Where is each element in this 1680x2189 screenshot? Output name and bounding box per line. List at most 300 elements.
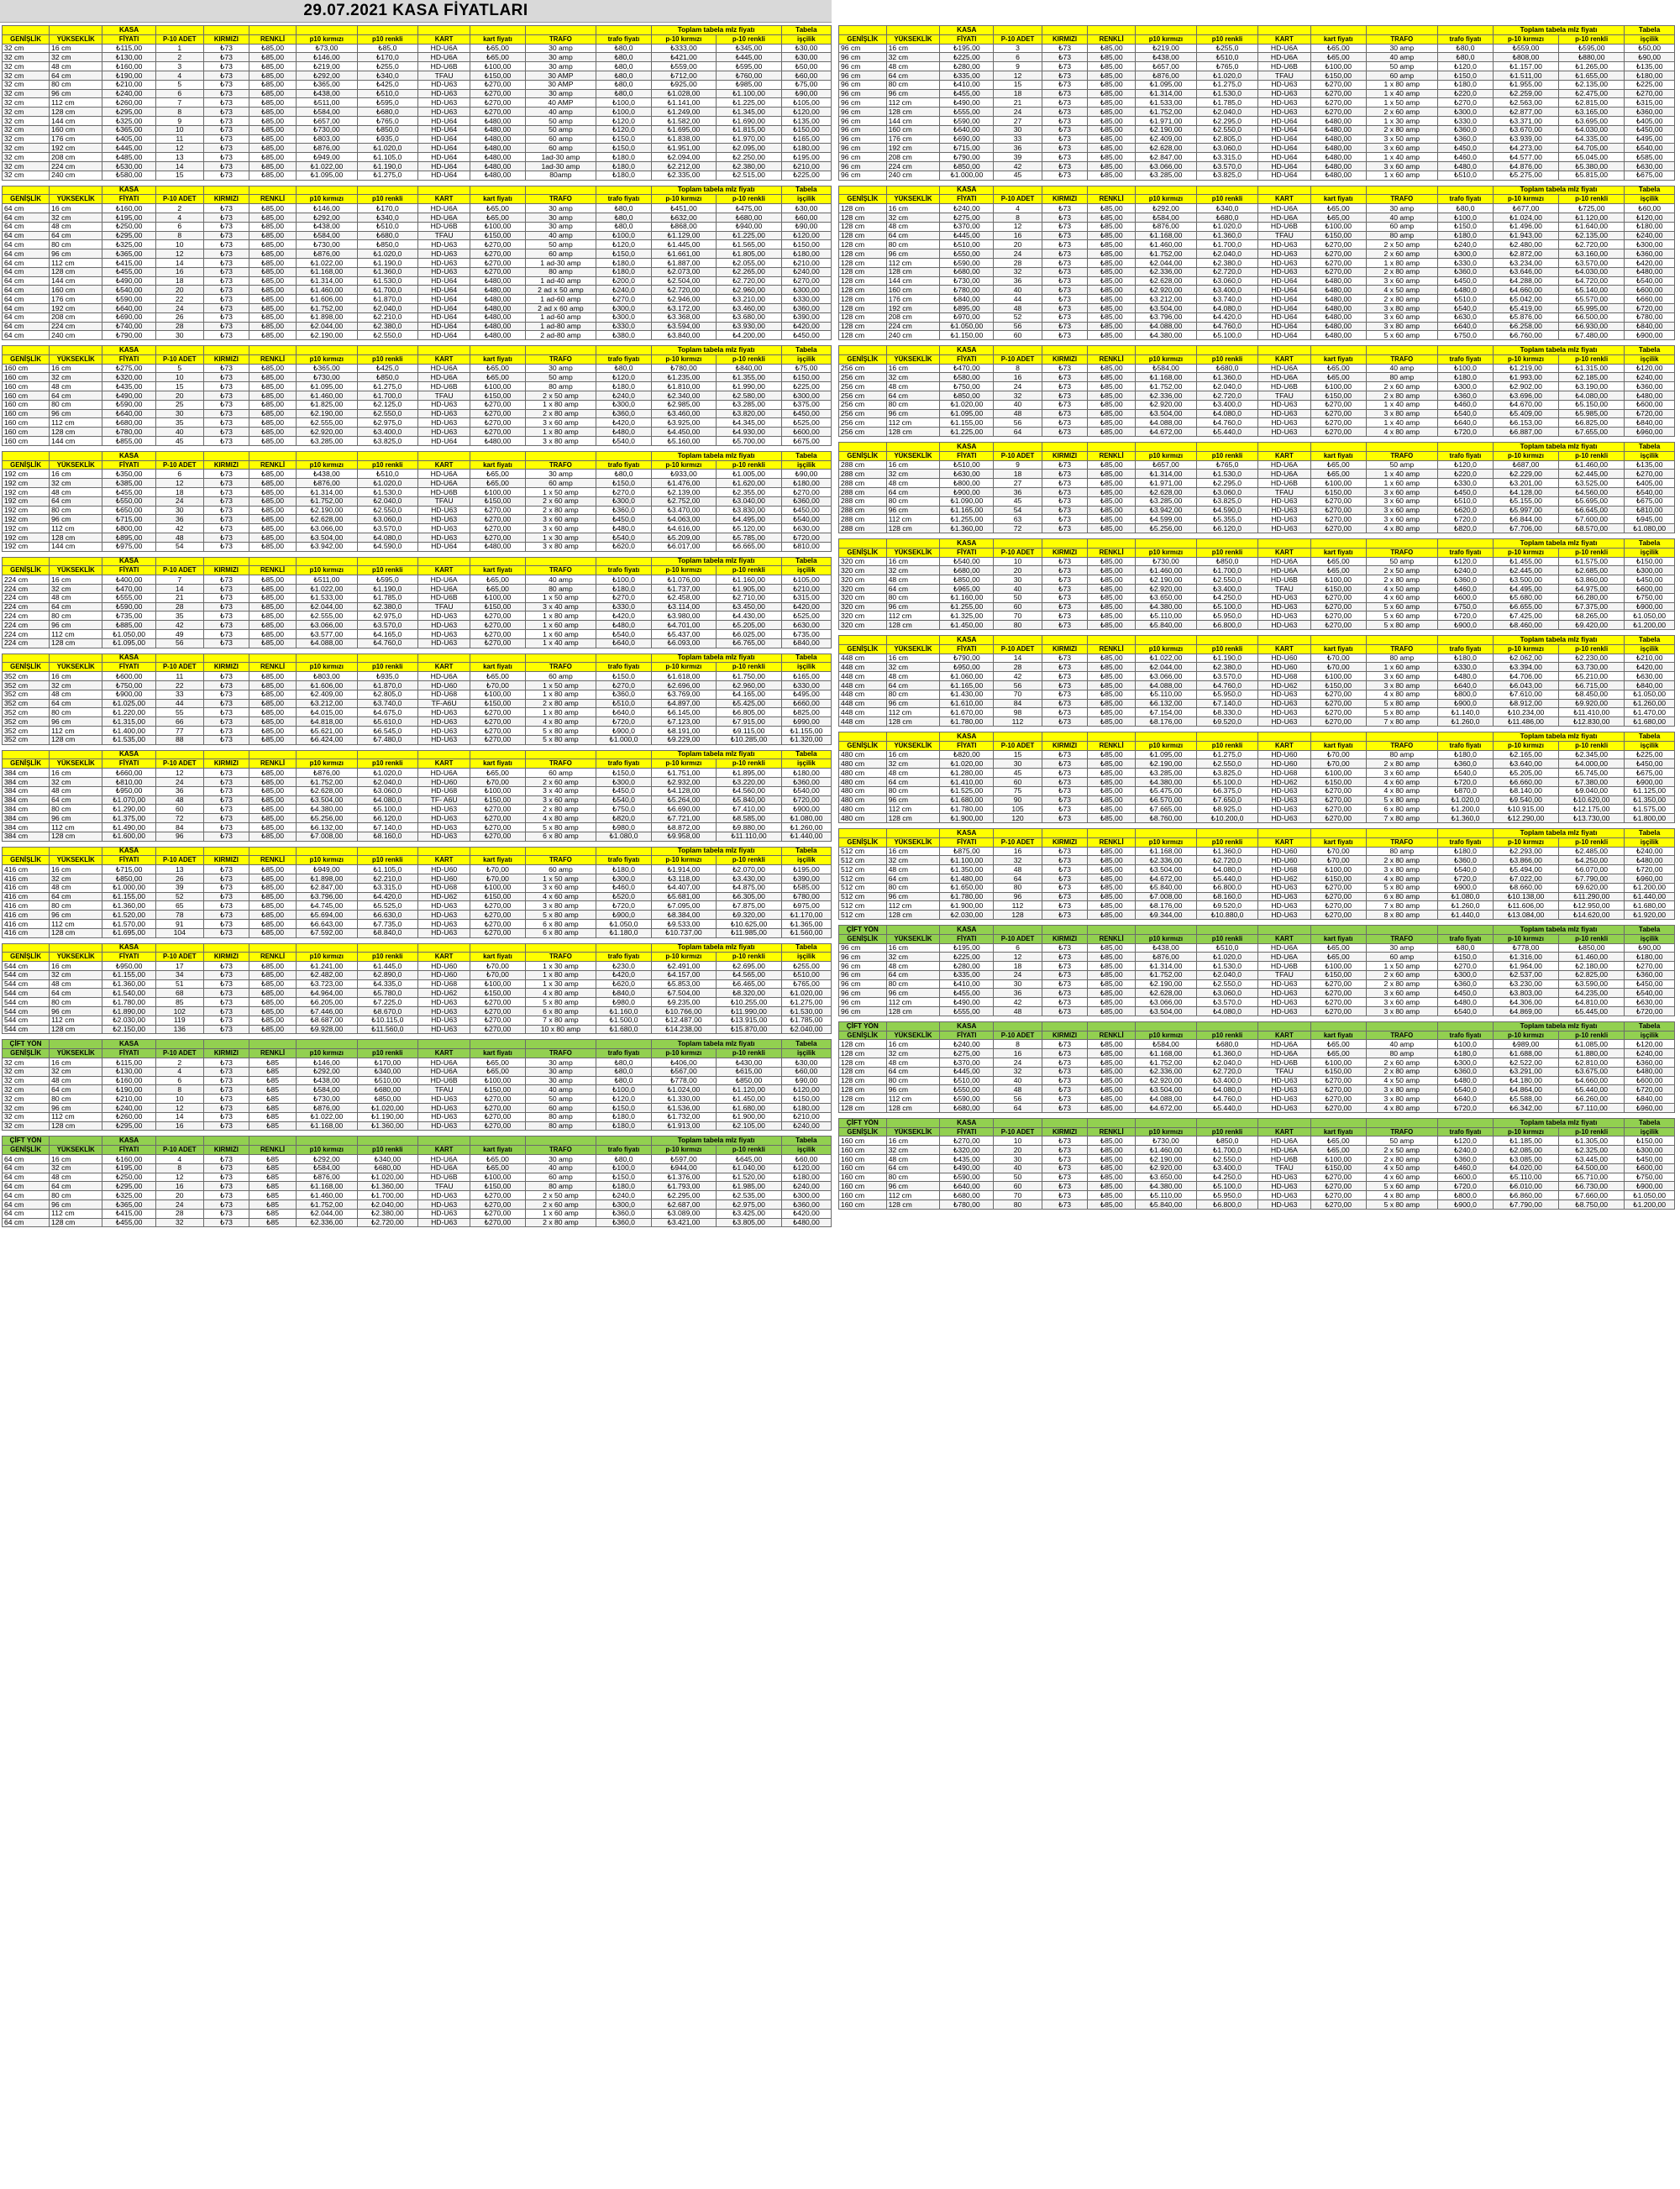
table-cell: ₺2.135,00	[1559, 80, 1625, 89]
table-row	[3, 1218, 832, 1227]
table-cell: 64 cm	[50, 231, 102, 240]
table-cell: ₺270,00	[1310, 1076, 1366, 1085]
group-header-cell: ÇİFT YÖN	[839, 1118, 887, 1127]
table-cell: ₺85,00	[1088, 557, 1136, 566]
table-cell: HD-U63	[1258, 717, 1311, 727]
table-cell: ₺7.592,00	[297, 928, 357, 937]
table-cell: 40 amp	[1366, 1040, 1437, 1049]
table-cell: 50 amp	[525, 116, 596, 125]
table-cell: HD-U63	[417, 1112, 470, 1121]
table-cell: ₺4.875,00	[717, 883, 782, 892]
group-header-cell	[839, 346, 887, 355]
table-cell: ₺1.752,00	[297, 777, 357, 786]
table-cell: 1 x 60 amp	[1366, 663, 1437, 672]
table-cell: 4 x 80 amp	[1366, 428, 1437, 437]
column-header: KART	[417, 34, 470, 44]
table-cell: ₺750,00	[1625, 593, 1675, 602]
table-cell: 1 x 40 amp	[1366, 470, 1437, 479]
table-cell: ₺1.020,00	[357, 1173, 417, 1182]
table-cell: ₺73	[203, 1025, 249, 1034]
table-cell: ₺9.040,00	[1559, 786, 1625, 795]
table-cell: HD-U6B	[1258, 1155, 1311, 1164]
table-cell: ₺3.445,00	[1559, 1155, 1625, 1164]
table-cell: HD-U6A	[417, 470, 470, 479]
table-cell: ₺270,00	[1310, 108, 1366, 117]
table-cell: 12	[155, 769, 203, 778]
table-cell: ₺1.095,00	[297, 171, 357, 180]
table-cell: ₺540,0	[596, 795, 651, 805]
table-cell: HD-U6A	[417, 585, 470, 594]
table-cell: ₺1.200,00	[1625, 621, 1675, 630]
table-cell: 1 ad-60 amp	[525, 312, 596, 322]
table-cell: HD-U64	[1258, 295, 1311, 304]
column-header: KART	[417, 566, 470, 575]
table-cell: ₺7.480,00	[1559, 331, 1625, 340]
table-cell: ₺6.424,00	[297, 735, 357, 744]
table-cell: ₺2.975,0	[357, 612, 417, 621]
table-cell: 27	[994, 479, 1042, 488]
table-cell: ₺1.870,0	[357, 680, 417, 690]
table-row	[3, 331, 832, 340]
table-cell: 5 x 80 amp	[525, 911, 596, 920]
table-cell: ₺4.495,00	[1493, 585, 1558, 594]
table-cell: ₺150,00	[1310, 874, 1366, 883]
table-cell: ₺1.314,00	[1135, 962, 1196, 971]
table-cell: ₺2.335,00	[651, 171, 717, 180]
table-cell: ₺73	[203, 1007, 249, 1016]
table-cell: ₺270,00	[1310, 418, 1366, 428]
table-cell: ₺1.155,00	[781, 726, 831, 735]
table-cell: ₺1.140,0	[1437, 708, 1493, 717]
table-cell: 4 x 60 amp	[1366, 593, 1437, 602]
table-cell: ₺2.522,00	[1493, 1058, 1558, 1068]
table-cell: ₺3.368,00	[651, 312, 717, 322]
table-cell: 96 cm	[50, 621, 102, 630]
table-cell: ₺65,00	[470, 470, 525, 479]
table-cell: ₺510,00	[940, 1076, 994, 1085]
table-cell: ₺73	[203, 470, 249, 479]
column-header: P-10 ADET	[994, 354, 1042, 364]
table-cell: 60 amp	[1366, 222, 1437, 231]
table-cell: 80 cm	[886, 240, 940, 249]
table-cell: ₺73	[1042, 1040, 1088, 1049]
table-cell: 16 cm	[50, 672, 102, 681]
table-64cm	[2, 186, 832, 341]
table-cell: ₺73	[1042, 901, 1088, 911]
table-cell: ₺85,00	[1088, 322, 1136, 331]
table-cell: 4 x 80 amp	[1366, 524, 1437, 533]
table-512cm	[838, 828, 1675, 920]
table-cell: HD-U63	[417, 1094, 470, 1104]
table-cell: ₺7.095,00	[651, 901, 717, 911]
table-cell: ₺70,00	[1310, 847, 1366, 856]
table-cell: 192 cm	[3, 542, 50, 551]
table-cell: 96 cm	[886, 89, 940, 98]
group-header-cell	[249, 346, 296, 355]
group-header-cell	[994, 636, 1042, 645]
table-cell: ₺85,00	[1088, 108, 1136, 117]
table-cell: 20	[994, 1146, 1042, 1155]
group-header-cell	[203, 186, 249, 195]
table-row	[839, 1163, 1675, 1173]
table-cell: 192 cm	[3, 496, 50, 506]
table-cell: 160 cm	[3, 364, 50, 373]
table-cell: ₺2.504,00	[651, 276, 717, 286]
table-cell: ₺4.273,00	[1493, 144, 1558, 153]
table-cell: ₺85,00	[1088, 98, 1136, 108]
table-cell: ₺1.752,00	[1135, 249, 1196, 259]
table-cell: 16 cm	[50, 769, 102, 778]
table-cell: ₺3.504,00	[1135, 1085, 1196, 1094]
group-header-cell	[596, 847, 651, 856]
table-cell: 54	[994, 506, 1042, 515]
table-cell: 3 x 60 amp	[1366, 515, 1437, 524]
table-cell: ₺320,00	[102, 373, 155, 382]
table-cell: ₺150,00	[470, 892, 525, 901]
table-cell: ₺100,00	[470, 690, 525, 699]
column-header: FİYATI	[940, 644, 994, 654]
table-cell: ₺2.094,00	[651, 153, 717, 162]
column-header: FİYATI	[102, 1049, 155, 1058]
table-cell: 96 cm	[50, 409, 102, 418]
table-cell: ₺640,00	[940, 125, 994, 134]
table-cell: 42	[994, 161, 1042, 171]
table-cell: HD-U64	[1258, 331, 1311, 340]
table-cell: ₺100,00	[470, 62, 525, 71]
column-header: p10 renkli	[357, 566, 417, 575]
table-cell: 144 cm	[50, 276, 102, 286]
table-row	[3, 496, 832, 506]
table-cell: 80 cm	[886, 883, 940, 892]
table-cell: HD-U64	[417, 171, 470, 180]
table-cell: ₺270,00	[781, 276, 831, 286]
table-cell: ₺2.902,00	[1493, 382, 1558, 391]
table-cell: ₺680,00	[102, 418, 155, 428]
table-cell: ₺85,00	[1088, 428, 1136, 437]
table-row	[3, 575, 832, 585]
table-cell: ₺4.869,00	[1493, 1007, 1558, 1016]
table-row	[839, 612, 1675, 621]
table-cell: ₺3.066,00	[1135, 998, 1196, 1007]
table-cell: ₺270,00	[470, 814, 525, 823]
table-cell: ₺1.350,00	[940, 865, 994, 874]
table-cell: ₺3.066,00	[297, 524, 357, 533]
table-cell: ₺85,00	[249, 276, 296, 286]
table-cell: ₺1.880,00	[1559, 1049, 1625, 1058]
table-cell: TFAU	[417, 231, 470, 240]
group-header-cell: Tabela	[781, 451, 831, 460]
table-cell: ₺1.800,00	[1625, 814, 1675, 823]
table-cell: ₺80,0	[1437, 44, 1493, 53]
table-cell: ₺85,00	[249, 322, 296, 331]
table-cell: ₺73	[203, 777, 249, 786]
group-header-cell	[1196, 186, 1257, 195]
table-cell: 14	[155, 1112, 203, 1121]
table-cell: ₺1.780,00	[940, 805, 994, 814]
table-cell: HD-U63	[1258, 515, 1311, 524]
table-cell: HD-U64	[417, 144, 470, 153]
table-cell: ₺120,00	[1625, 364, 1675, 373]
table-cell: ₺2.190,00	[1135, 575, 1196, 585]
table-cell: ₺2.890,0	[357, 970, 417, 979]
table-row	[3, 125, 832, 134]
table-cell: ₺150,00	[470, 602, 525, 612]
table-cell: HD-U62	[417, 989, 470, 998]
table-row	[839, 1200, 1675, 1210]
table-cell: ₺1.168,00	[1135, 231, 1196, 240]
table-cell: ₺240,00	[940, 1040, 994, 1049]
table-cell: ₺2.805,0	[1196, 134, 1257, 144]
table-cell: ₺1.095,00	[1135, 750, 1196, 759]
table-cell: ₺1.943,00	[1493, 231, 1558, 240]
column-header: TRAFO	[1366, 644, 1437, 654]
table-cell: HD-U63	[417, 621, 470, 630]
table-cell: ₺810,00	[781, 542, 831, 551]
table-cell: 6 x 80 amp	[525, 832, 596, 841]
table-cell: 3 x 80 amp	[1366, 303, 1437, 312]
table-cell: 16	[994, 231, 1042, 240]
table-row	[839, 400, 1675, 409]
table-cell: ₺270,00	[1310, 409, 1366, 418]
table-cell: ₺5.100,0	[1196, 777, 1257, 786]
table-cell: ₺300,00	[781, 391, 831, 401]
table-cell: ₺1.076,00	[651, 575, 717, 585]
table-cell: ₺510,00	[357, 1076, 417, 1085]
table-cell: 48	[155, 533, 203, 543]
table-cell: ₺5.985,00	[1559, 409, 1625, 418]
table-cell: 288 cm	[839, 470, 887, 479]
table-cell: ₺150,0	[596, 1104, 651, 1113]
group-header-cell	[994, 732, 1042, 741]
table-cell: ₺70,00	[1310, 654, 1366, 663]
table-cell: ₺9.928,00	[297, 1025, 357, 1034]
table-cell: ₺3.060,0	[1196, 989, 1257, 998]
table-cell: ₺360,0	[1437, 391, 1493, 401]
group-header-cell: Tabela	[781, 26, 831, 35]
table-cell: 4	[155, 1155, 203, 1164]
table-cell: ₺1.575,00	[1559, 557, 1625, 566]
table-cell: ₺511,00	[297, 98, 357, 108]
column-header: KART	[1258, 1127, 1311, 1136]
table-cell: 80 amp	[1366, 654, 1437, 663]
table-cell: ₺105,00	[781, 575, 831, 585]
table-cell: ₺438,00	[297, 470, 357, 479]
table-row	[839, 382, 1675, 391]
table-cell: ₺6.660,00	[1493, 777, 1558, 786]
table-cell: ₺85,00	[1088, 153, 1136, 162]
table-cell: 2 x 50 amp	[525, 391, 596, 401]
table-cell: 8	[155, 1163, 203, 1173]
table-cell: ₺675,00	[1625, 769, 1675, 778]
table-cell: ₺765,00	[781, 979, 831, 989]
table-cell: ₺85	[249, 1112, 296, 1121]
table-row	[839, 460, 1675, 470]
column-header: YÜKSEKLİK	[886, 837, 940, 847]
table-cell: 224 cm	[3, 638, 50, 648]
table-cell: 6	[994, 943, 1042, 953]
table-cell: ₺2.550,0	[1196, 575, 1257, 585]
table-cell: ₺70,00	[1310, 663, 1366, 672]
table-cell: 72	[155, 814, 203, 823]
table-cell: ₺850,00	[102, 874, 155, 883]
table-cell: 64 cm	[886, 970, 940, 979]
table-cell: ₺85,00	[249, 470, 296, 479]
table-cell: ₺1.305,00	[1559, 1136, 1625, 1146]
group-header-cell	[50, 346, 102, 355]
table-cell: ₺1.155,00	[940, 418, 994, 428]
table-cell: ₺965,00	[940, 585, 994, 594]
table-cell: ₺85,00	[1088, 795, 1136, 805]
table-cell: ₺270,00	[470, 1200, 525, 1210]
table-cell: ₺630,0	[1437, 312, 1493, 322]
column-header: TRAFO	[1366, 195, 1437, 204]
table-cell: ₺2.062,00	[1493, 654, 1558, 663]
table-cell: ₺3.460,00	[651, 409, 717, 418]
table-cell: HD-U60	[1258, 663, 1311, 672]
column-header: KART	[1258, 34, 1311, 44]
group-header-cell: Toplam tabela mlz fiyatı	[651, 943, 781, 953]
table-cell: HD-U63	[1258, 1191, 1311, 1200]
table-cell: ₺540,0	[596, 630, 651, 639]
table-cell: ₺3.220,00	[717, 777, 782, 786]
table-cell: ₺100,00	[470, 1076, 525, 1085]
table-480cm	[838, 732, 1675, 823]
table-cift-160cm	[838, 1118, 1675, 1210]
table-cell: ₺480,00	[1310, 286, 1366, 295]
table-cell: ₺65,00	[1310, 1040, 1366, 1049]
table-cell: 18	[994, 962, 1042, 971]
group-header-cell	[1135, 925, 1196, 934]
table-cell: ₺65,00	[470, 204, 525, 213]
table-cell: ₺240,0	[596, 286, 651, 295]
table-cell: ₺85,00	[1088, 364, 1136, 373]
table-cell: ₺595,00	[717, 62, 782, 71]
table-cell: ₺3.190,00	[1559, 382, 1625, 391]
table-cell: ₺270,00	[470, 80, 525, 89]
table-cell: ₺1.255,00	[940, 602, 994, 612]
table-cell: 22	[155, 295, 203, 304]
table-cell: ₺85,00	[249, 593, 296, 602]
column-header: kart fiyatı	[470, 663, 525, 672]
group-header-cell	[596, 26, 651, 35]
column-header: p-10 kırmızı	[651, 460, 717, 470]
table-cell: ₺1.825,00	[297, 400, 357, 409]
table-cell: ₺1.249,00	[651, 108, 717, 117]
table-cell: ₺270,00	[470, 515, 525, 524]
table-cell: ₺65,00	[1310, 1136, 1366, 1146]
table-cell: ₺760,00	[717, 71, 782, 80]
table-cell: HD-U6A	[417, 575, 470, 585]
table-cell: ₺6.805,00	[717, 708, 782, 717]
table-cell: ₺270,00	[470, 400, 525, 409]
column-header: KART	[1258, 741, 1311, 750]
table-cell: ₺73	[203, 998, 249, 1007]
table-cell: ₺410,00	[940, 979, 994, 989]
table-cell: ₺720,0	[1437, 1182, 1493, 1191]
page-title: 29.07.2021 KASA FİYATLARI	[0, 0, 832, 23]
table-cell: 48 cm	[886, 962, 940, 971]
table-cell: 112 cm	[886, 1094, 940, 1104]
table-cell: 16 cm	[886, 364, 940, 373]
group-header-cell	[1042, 925, 1088, 934]
group-header-cell: Tabela	[1625, 539, 1675, 549]
group-header-cell	[249, 847, 296, 856]
table-cell: ₺85,00	[249, 418, 296, 428]
group-header-cell	[357, 1136, 417, 1146]
table-cell: ₺1.445,0	[357, 962, 417, 971]
table-cell: ₺85,00	[1088, 409, 1136, 418]
table-cell: ₺490,00	[940, 98, 994, 108]
table-cell: 544 cm	[3, 1025, 50, 1034]
table-cell: 48 cm	[886, 479, 940, 488]
group-header-cell	[886, 1118, 940, 1127]
column-header: FİYATI	[102, 354, 155, 364]
table-cell: 480 cm	[839, 769, 887, 778]
column-header: p10 kırmızı	[1135, 741, 1196, 750]
table-cell: ₺85,00	[1088, 249, 1136, 259]
table-cell: ₺1.450,00	[717, 1094, 782, 1104]
table-cell: ₺70,00	[1310, 750, 1366, 759]
table-cell: ₺180,0	[596, 865, 651, 874]
table-cell: ₺1.060,00	[940, 672, 994, 681]
table-cell: ₺73	[1042, 153, 1088, 162]
table-cell: ₺150,00	[781, 125, 831, 134]
table-cell: ₺480,00	[781, 1218, 831, 1227]
column-header: RENKLİ	[249, 856, 296, 865]
table-cell: 2 ad x 60 amp	[525, 303, 596, 312]
table-row	[3, 672, 832, 681]
table-cell: ₺150,0	[596, 249, 651, 259]
table-cell: ₺85,00	[1088, 663, 1136, 672]
table-cell: ₺4.675,0	[357, 708, 417, 717]
table-cell: ₺90,00	[781, 470, 831, 479]
table-cell: ₺1.275,00	[781, 998, 831, 1007]
table-cell: 120	[994, 814, 1042, 823]
table-cell: 12	[994, 71, 1042, 80]
table-cell: ₺270,00	[1310, 690, 1366, 699]
table-cell: ₺85,00	[249, 911, 296, 920]
table-row	[3, 470, 832, 479]
table-cell: ₺73	[1042, 312, 1088, 322]
table-cell: ₺6.017,00	[651, 542, 717, 551]
column-header: RENKLİ	[1088, 1127, 1136, 1136]
group-header-cell	[1196, 443, 1257, 452]
table-cell: HD-U6A	[1258, 1136, 1311, 1146]
table-cell: ₺2.295,0	[1196, 116, 1257, 125]
table-cell: ₺2.380,0	[1196, 258, 1257, 267]
table-row	[3, 240, 832, 249]
table-row	[839, 295, 1675, 304]
table-cell: ₺85,00	[1088, 699, 1136, 708]
table-cell: ₺1.320,00	[781, 735, 831, 744]
table-row	[3, 612, 832, 621]
table-cell: ₺1.793,00	[651, 1182, 717, 1191]
column-header: KIRMIZI	[203, 460, 249, 470]
table-cell: ₺480,00	[1625, 1067, 1675, 1076]
column-header: KART	[1258, 934, 1311, 943]
table-cell: 80 amp	[525, 585, 596, 594]
table-cell: ₺85,00	[249, 832, 296, 841]
column-header: p-10 renkli	[717, 1146, 782, 1155]
table-cell: ₺1.661,00	[651, 249, 717, 259]
table-row	[839, 303, 1675, 312]
table-cell: ₺480,00	[470, 437, 525, 446]
table-cell: ₺270,00	[470, 108, 525, 117]
table-cell: ₺3.504,00	[1135, 1007, 1196, 1016]
table-cell: TFAU	[417, 602, 470, 612]
table-cell: ₺1.024,00	[651, 1085, 717, 1094]
table-cell: HD-U63	[417, 1200, 470, 1210]
